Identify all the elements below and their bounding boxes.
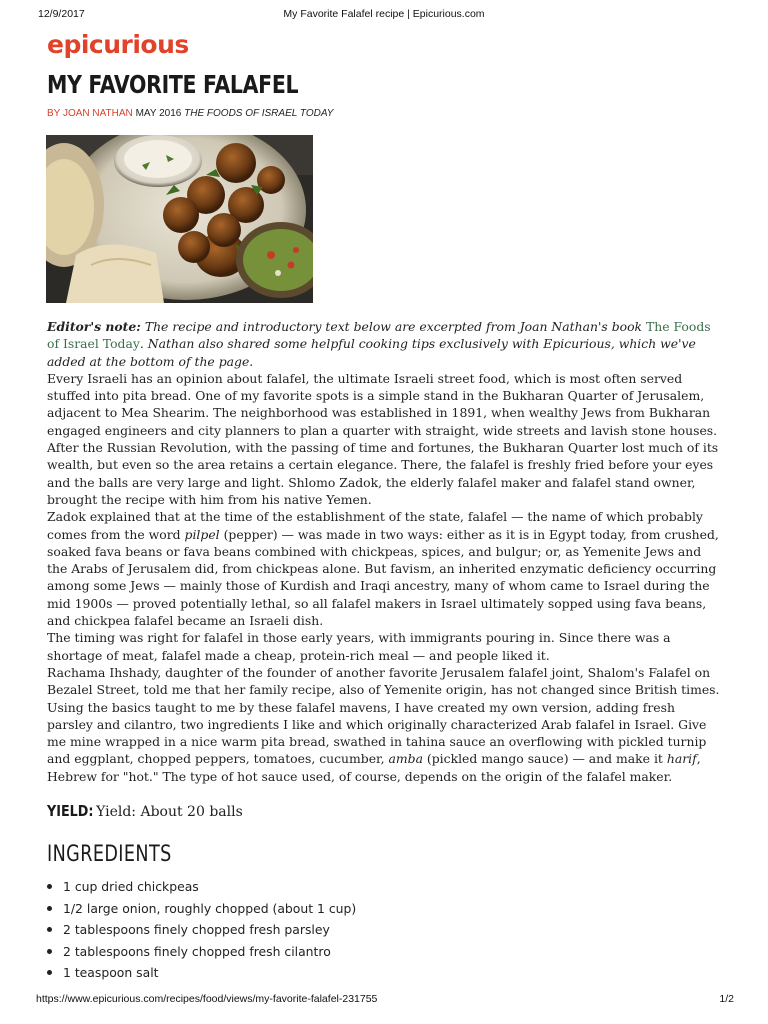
yield-label: YIELD: [47,802,94,820]
print-page-title: My Favorite Falafel recipe | Epicurious.com [283,8,485,20]
paragraph-4-amba: amba [388,751,423,767]
bullet-icon [47,970,52,975]
ingredient-item [47,962,356,984]
ingredient-item [47,876,356,898]
intro-paragraph-3: The timing was right for falafel in those early years, with immigrants pouring in. Since there was a shortage of meat, falafel made a cheap, protein-rich meal — and people liked it. [47,630,671,663]
author-link[interactable]: JOAN NATHAN [62,108,133,119]
byline [47,108,333,119]
recipe-intro [47,318,722,785]
publish-date: MAY 2016 [135,108,182,119]
editors-note [47,318,722,370]
paragraph-4-harif: harif [666,751,697,767]
ingredient-text: 2 tablespoons finely chopped fresh parsley [63,922,330,937]
intro-paragraph-2 [47,508,722,629]
paragraph-4-text: Rachama Ihshady, daughter of the founder of another favorite Jerusalem falafel joint, Shalom's Falafel on Bezalel Street, told me that her family recipe, also of Yemenite origin, has not changed since British times. Using the basics taught to me by these falafel mavens, I have created my own version, adding fresh parsley and cilantro, two ingredients I like and which originally characterized Arab falafel in Israel. Give me mine wrapped in a nice warm pita bread, swathed in tahina sauce an overflowing with pickled turnip and eggplant, chopped peppers, tomatoes, cucumber, [47,664,720,767]
ingredient-text: 1 teaspoon salt [63,965,159,980]
source-book: THE FOODS OF ISRAEL TODAY [184,108,334,119]
ingredients-list [47,876,356,984]
page-url: https://www.epicurious.com/recipes/food/views/my-favorite-falafel-231755 [36,993,378,1005]
ingredient-item [47,919,356,941]
ingredients-heading: INGREDIENTS [47,842,172,867]
page-number: 1/2 [719,993,734,1005]
ingredient-text: 1/2 large onion, roughly chopped (about 1 cup) [63,900,357,916]
paragraph-4-text-end: , Hebrew for "hot." The type of hot sauce used, of course, depends on the origin of the falafel maker. [47,751,701,784]
intro-paragraph-1: Every Israeli has an opinion about falafel, the ultimate Israeli street food, which is most often served stuffed into pita bread. One of my favorite spots is a simple stand in the Bukharan Quarter of Jerusalem, adjacent to Mea Shearim. The neighborhood was established in 1891, when wealthy Jews from Bukharan engaged engineers and city planners to plan a quarter with straight, wide streets and lavish stone houses. After the Russian Revolution, with the passing of time and fortunes, the Bukharan Quarter lost much of its wealth, but even so the area retains a certain elegance. There, the falafel is freshly fried before your eyes and the balls are very large and light. Shlomo Zadok, the elderly falafel maker and falafel stand owner, brought the recipe with him from his native Yemen. [47,370,719,507]
bullet-icon [47,949,52,954]
paragraph-2-pilpel: pilpel [184,526,220,542]
ingredient-text: 2 tablespoons finely chopped fresh cilantro [63,943,331,959]
ingredient-item [47,941,356,963]
bullet-icon [47,927,52,932]
byline-by: BY [47,108,61,119]
paragraph-2-text-end: (pepper) — was made in two ways: either as it is in Egypt today, from crushed, soaked fava beans or fava beans combined with chickpeas, spices, and bulgur; or, as Yemenite Jews and the Arabs of Jerusalem did, from chickpeas alone. But favism, an inherited enzymatic deficiency occurring among some Jews — mainly those of Kurdish and Iraqi ancestry, many of whom came to Israel during the mid 1900s — proved potentially lethal, so all falafel makers in Israel ultimately sopped using fava beans, and chickpea falafel became an Israeli dish. [47,526,719,629]
editors-note-text: The recipe and introductory text below are excerpted from Joan Nathan's book [140,319,646,334]
bullet-icon [47,906,52,911]
recipe-title: MY FAVORITE FALAFEL [47,70,299,99]
yield-value: Yield: About 20 balls [96,804,243,820]
site-logo[interactable]: epicurious [47,30,189,59]
bullet-icon [47,884,52,889]
paragraph-4-text-mid: (pickled mango sauce) — and make it [422,751,667,767]
ingredient-item [47,898,356,920]
falafel-platter-photo [46,135,313,303]
book-link[interactable]: The Foods of Israel Today [47,319,711,352]
intro-paragraph-4 [47,664,722,785]
print-date: 12/9/2017 [38,8,85,20]
editors-note-label: Editor's note: [47,319,141,334]
print-header [0,0,768,20]
editors-note-text-end: . Nathan also shared some helpful cooking tips exclusively with Epicurious, which we've added at the bottom of the page. [47,336,696,369]
paragraph-2-text: Zadok explained that at the time of the establishment of the state, falafel — the name of which probably comes from the word [47,509,703,542]
ingredient-text: 1 cup dried chickpeas [63,879,199,894]
recipe-yield [47,801,243,820]
